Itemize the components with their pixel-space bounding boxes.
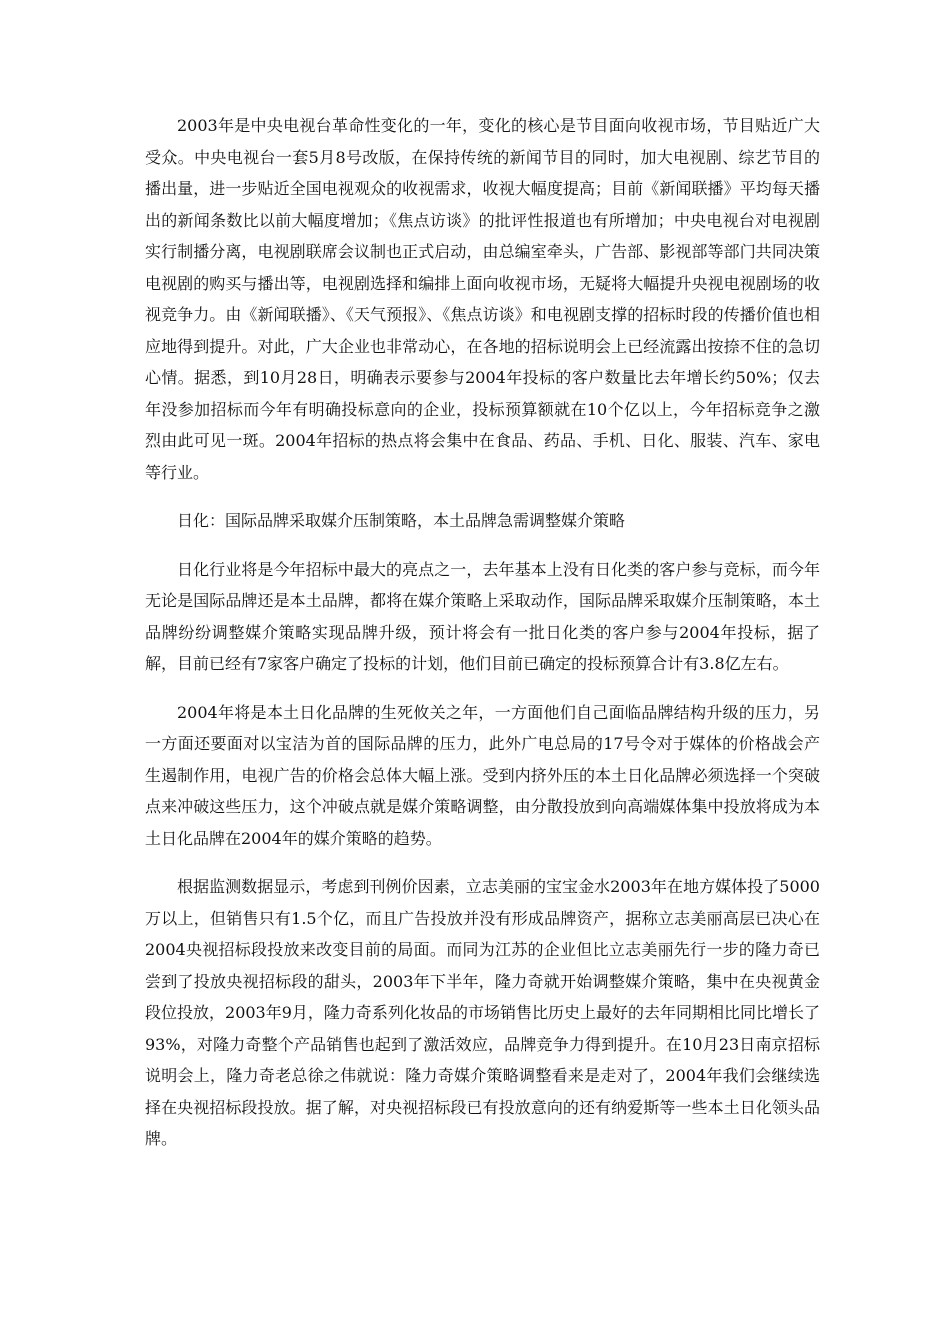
paragraph-cctv-reform: 2003年是中央电视台革命性变化的一年，变化的核心是节目面向收视市场，节目贴近广大受众。中央电视台一套5月8号改版，在保持传统的新闻节目的同时，加大电视剧、综艺节目的播出量，进一步贴近全国电视观众的收视需求，收视大幅度提高；目前《新闻联播》平均每天播出的新闻条数比以前大幅度增加；《焦点访谈》的批评性报道也有所增加；中央电视台对电视剧实行制播分离，电视剧联席会议制也正式启动，由总编室牵头，广告部、影视部等部门共同决策电视剧的购买与播出等，电视剧选择和编排上面向收视市场，无疑将大幅提升央视电视剧场的收视竞争力。由《新闻联播》、《天气预报》、《焦点访谈》和电视剧支撑的招标时段的传播价值也相应地得到提升。对此，广大企业也非常动心，在各地的招标说明会上已经流露出按捺不住的急切心情。据悉，到10月28日，明确表示要参与2004年投标的客户数量比去年增长约50%；仅去年没参加招标而今年有明确投标意向的企业，投标预算额就在10个亿以上，今年招标竞争之激烈由此可见一斑。2004年招标的热点将会集中在食品、药品、手机、日化、服装、汽车、家电等行业。 bbox=[145, 116, 820, 482]
paragraph-local-brands-2004: 2004年将是本土日化品牌的生死攸关之年，一方面他们自己面临品牌结构升级的压力，另一方面还要面对以宝洁为首的国际品牌的压力，此外广电总局的17号令对于媒体的价格战会产生遏制作用，电视广告的价格会总体大幅上涨。受到内挤外压的本土日化品牌必须选择一个突破点来冲破这些压力，这个冲破点就是媒介策略调整，由分散投放到向高端媒体集中投放将成为本土日化品牌在2004年的媒介策略的趋势。 bbox=[145, 702, 820, 848]
paragraph-daily-chemicals-highlight: 日化行业将是今年招标中最大的亮点之一，去年基本上没有日化类的客户参与竞标，而今年无论是国际品牌还是本土品牌，都将在媒介策略上采取动作，国际品牌采取媒介压制策略，本土品牌纷纷调整媒介策略实现品牌升级，预计将会有一批日化类的客户参与2004年投标，据了解，目前已经有7家客户确定了投标的计划，他们目前已确定的投标预算合计有3.8亿左右。 bbox=[145, 559, 820, 673]
paragraph-monitoring-data: 根据监测数据显示，考虑到刊例价因素，立志美丽的宝宝金水2003年在地方媒体投了5000万以上，但销售只有1.5个亿，而且广告投放并没有形成品牌资产，据称立志美丽高层已决心在2004央视招标段投放来改变目前的局面。而同为江苏的企业但比立志美丽先行一步的隆力奇已尝到了投放央视招标段的甜头，2003年下半年，隆力奇就开始调整媒介策略，集中在央视黄金段位投放，2003年9月，隆力奇系列化妆品的市场销售比历史上最好的去年同期相比同比增长了93%，对隆力奇整个产品销售也起到了激活效应，品牌竞争力得到提升。在10月23日南京招标说明会上，隆力奇老总徐之伟就说：隆力奇媒介策略调整看来是走对了，2004年我们会继续选择在央视招标段投放。据了解，对央视招标段已有投放意向的还有纳爱斯等一些本土日化领头品牌。 bbox=[145, 877, 820, 1148]
document-body bbox=[145, 110, 820, 1172]
section-heading-daily-chemicals: 日化：国际品牌采取媒介压制策略，本土品牌急需调整媒介策略 bbox=[177, 511, 626, 530]
